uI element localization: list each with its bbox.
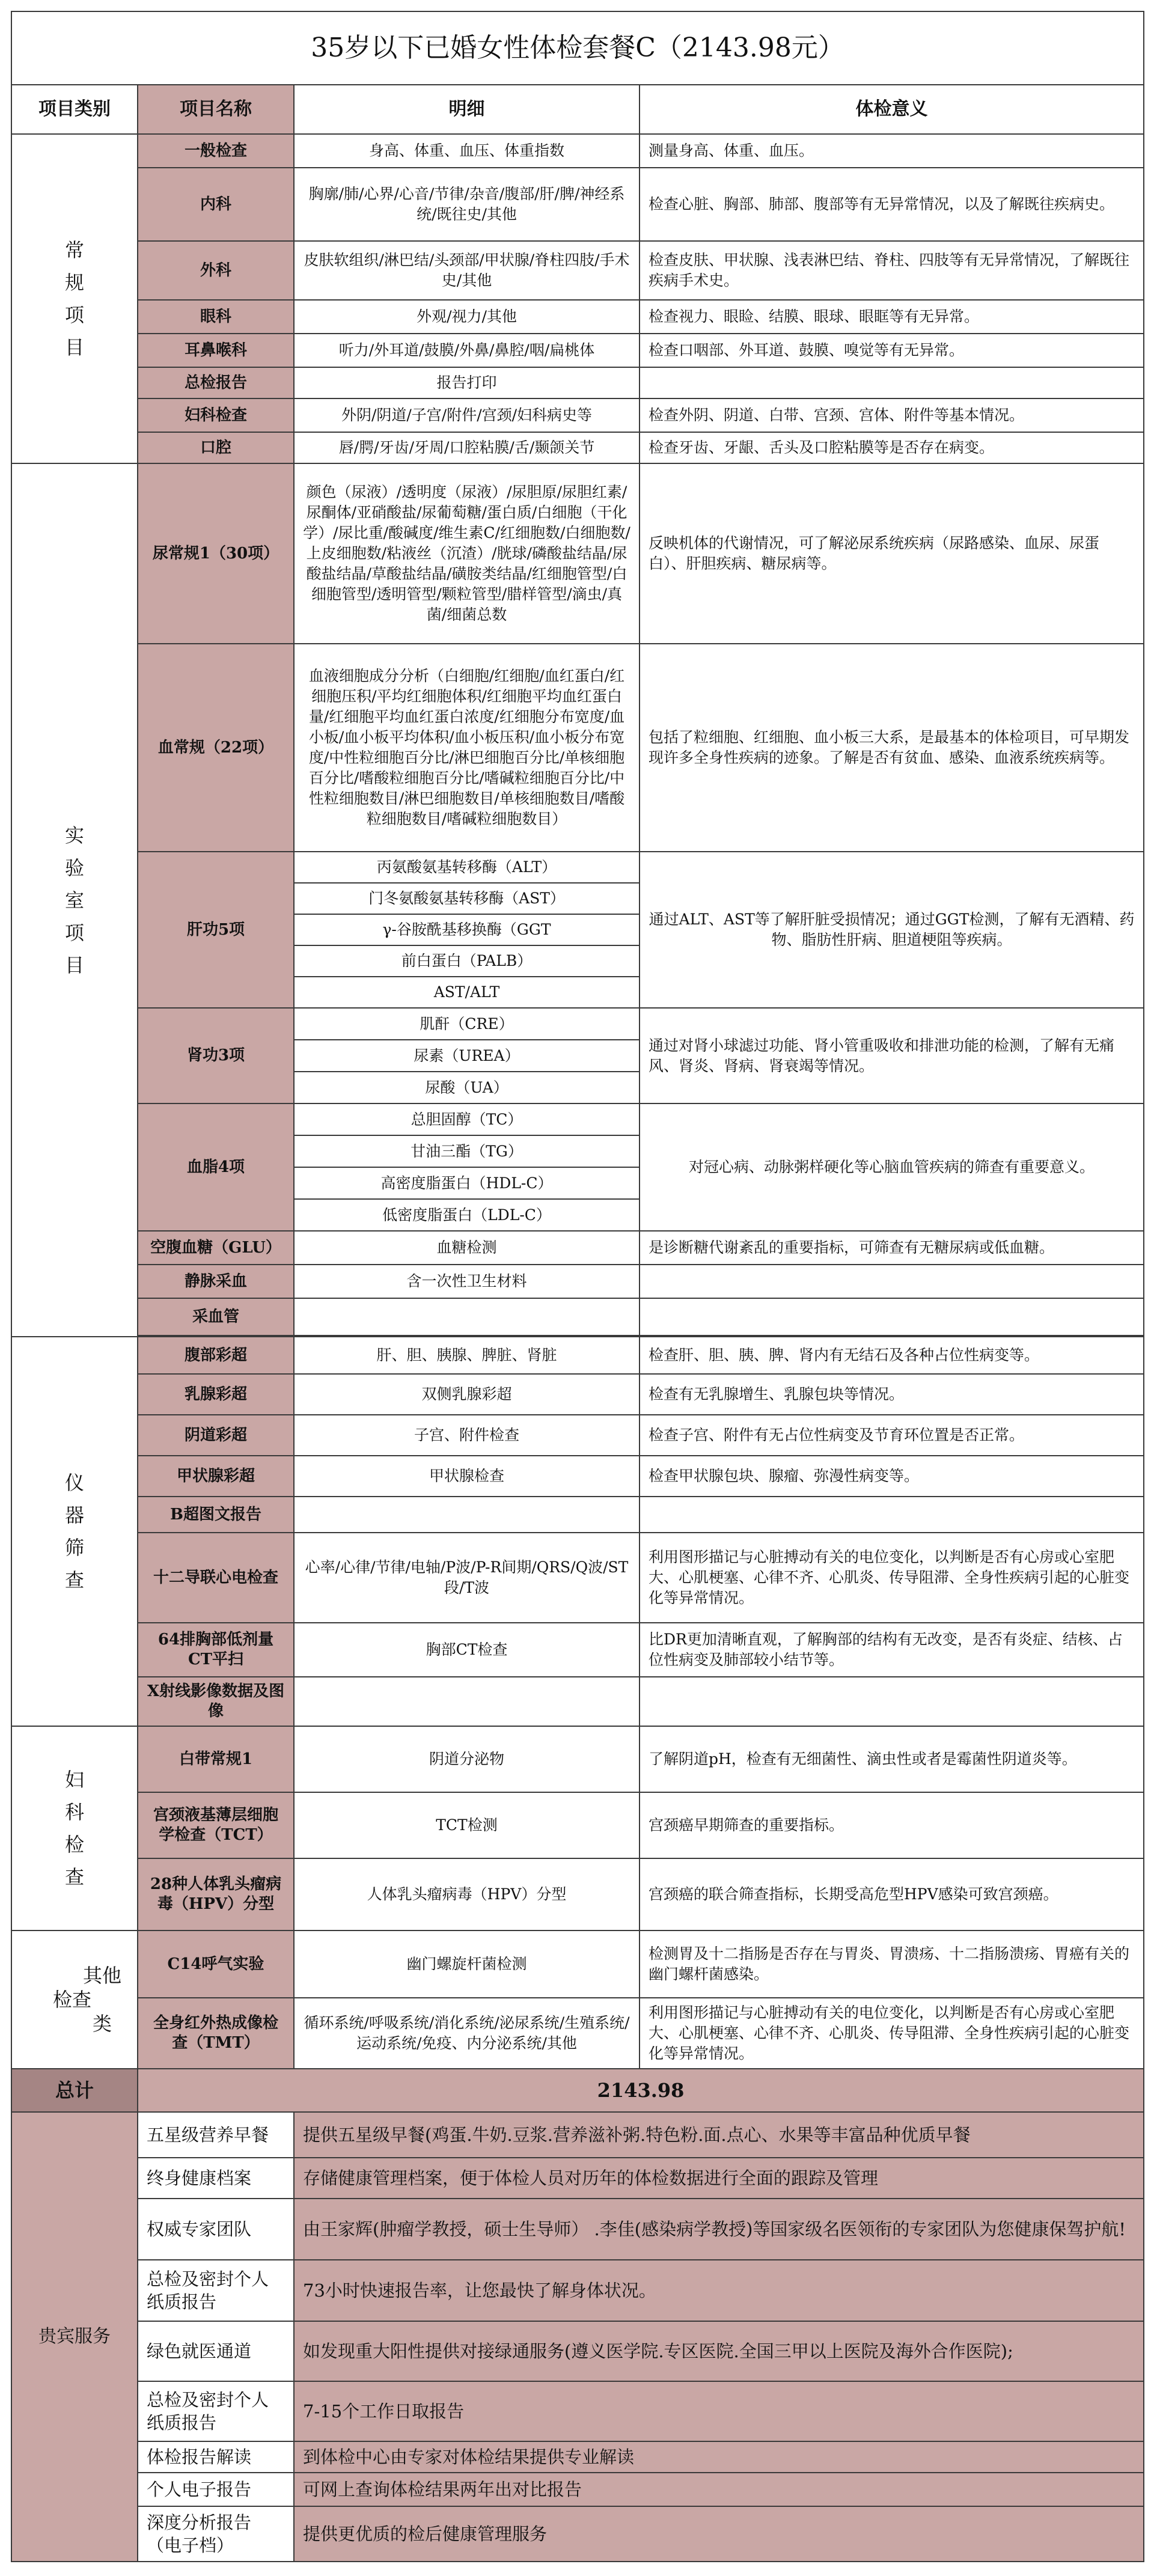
item-detail: 甘油三酯（TG） — [294, 1135, 640, 1167]
item-detail: 含一次性卫生材料 — [294, 1265, 640, 1298]
item-name: C14呼气实验 — [138, 1930, 294, 1998]
item-detail: 外观/视力/其他 — [294, 300, 640, 334]
item-detail: 血液细胞成分分析（白细胞/红细胞/血红蛋白/红细胞压积/平均红细胞体积/红细胞平均血红蛋白量/红细胞平均血红蛋白浓度/红细胞分布宽度/血小板/血小板平均体积/血小板压积/血小板分布宽度/中性粒细胞百分比/淋巴细胞百分比/单核细胞百分比/嗜酸粒细胞百分比/嗜碱粒细胞百分比/中性粒细胞数目/淋巴细胞数目/单核细胞数目/嗜酸粒细胞数目/嗜碱粒细胞数目） — [294, 644, 640, 852]
item-name: 空腹血糖（GLU） — [138, 1231, 294, 1265]
item-detail: 前白蛋白（PALB） — [294, 945, 640, 977]
category-lab-label: 实 验 室 项 目 — [64, 823, 84, 977]
header-category: 项目类别 — [11, 85, 138, 134]
header-detail: 明细 — [294, 85, 640, 134]
item-meaning: 利用图形描记与心脏搏动有关的电位变化，以判断是否有心房或心室肥大、心肌梗塞、心律不齐、心肌炎、传导阻滞、全身性疾病引起的心脏变化等异常情况。 — [640, 1533, 1144, 1623]
item-detail: 颜色（尿液）/透明度（尿液）/尿胆原/尿胆红素/尿酮体/亚硝酸盐/尿葡萄糖/蛋白质/白细胞（干化学）/尿比重/酸碱度/维生素C/红细胞数/白细胞数/上皮细胞数/粘液丝（沉渣）/胱球/磷酸盐结晶/尿酸盐结晶/草酸盐结晶/磺胺类结晶/红细胞管型/白细胞管型/透明管型/颗粒管型/腊样管型/滴虫/真菌/细菌总数 — [294, 463, 640, 644]
vip-item-desc: 73小时快速报告率，让您最快了解身体状况。 — [294, 2260, 1144, 2321]
item-meaning: 利用图形描记与心脏搏动有关的电位变化，以判断是否有心房或心室肥大、心肌梗塞、心律不齐、心肌炎、传导阻滞、全身性疾病引起的心脏变化等异常情况。 — [640, 1998, 1144, 2069]
item-meaning: 检查甲状腺包块、腺瘤、弥漫性病变等。 — [640, 1456, 1144, 1497]
item-detail: 幽门螺旋杆菌检测 — [294, 1930, 640, 1998]
category-routine-label: 常 规 项 目 — [64, 239, 84, 359]
item-name: 肾功3项 — [138, 1008, 294, 1103]
item-meaning — [640, 1265, 1144, 1298]
page-title: 35岁以下已婚女性体检套餐C（2143.98元） — [11, 11, 1144, 85]
item-name: 一般检查 — [138, 134, 294, 168]
item-meaning: 测量身高、体重、血压。 — [640, 134, 1144, 168]
vip-item-desc: 到体检中心由专家对体检结果提供专业解读 — [294, 2441, 1144, 2473]
category-other-bottom: 类 — [93, 2012, 112, 2035]
item-detail: 身高、体重、血压、体重指数 — [294, 134, 640, 168]
item-name: X射线影像数据及图像 — [138, 1677, 294, 1726]
item-detail: 听力/外耳道/鼓膜/外鼻/鼻腔/咽/扁桃体 — [294, 334, 640, 367]
item-name: 血常规（22项） — [138, 644, 294, 852]
item-name: 血脂4项 — [138, 1103, 294, 1231]
item-meaning: 宫颈癌早期筛查的重要指标。 — [640, 1792, 1144, 1858]
item-meaning: 了解阴道pH，检查有无细菌性、滴虫性或者是霉菌性阴道炎等。 — [640, 1726, 1144, 1792]
item-meaning: 检查子宫、附件有无占位性病变及节育环位置是否正常。 — [640, 1415, 1144, 1456]
item-detail: 唇/腭/牙齿/牙周/口腔粘膜/舌/颞颌关节 — [294, 432, 640, 463]
vip-item-name: 总检及密封个人纸质报告 — [138, 2260, 294, 2321]
item-detail: 子宫、附件检查 — [294, 1415, 640, 1456]
category-other-left: 检查 — [53, 1988, 92, 2011]
item-detail: 甲状腺检查 — [294, 1456, 640, 1497]
vip-item-desc: 提供五星级早餐(鸡蛋.牛奶.豆浆.营养滋补粥.特色粉.面.点心、水果等丰富品种优质早餐 — [294, 2112, 1144, 2158]
item-meaning: 是诊断糖代谢紊乱的重要指标，可筛查有无糖尿病或低血糖。 — [640, 1231, 1144, 1265]
item-meaning: 检查肝、胆、胰、脾、肾内有无结石及各种占位性病变等。 — [640, 1337, 1144, 1374]
item-name: 总检报告 — [138, 367, 294, 398]
category-instrument — [11, 1337, 138, 1726]
header-name: 项目名称 — [138, 85, 294, 134]
item-detail: 尿素（UREA） — [294, 1040, 640, 1072]
item-name: 28种人体乳头瘤病毒（HPV）分型 — [138, 1858, 294, 1930]
header-meaning: 体检意义 — [640, 85, 1144, 134]
item-name: 采血管 — [138, 1298, 294, 1335]
item-detail: 尿酸（UA） — [294, 1072, 640, 1103]
item-name: 肝功5项 — [138, 852, 294, 1008]
item-detail: 丙氨酸氨基转移酶（ALT） — [294, 852, 640, 883]
item-detail — [294, 1298, 640, 1335]
item-detail: 门冬氨酸氨基转移酶（AST） — [294, 883, 640, 914]
item-meaning: 通过对肾小球滤过功能、肾小管重吸收和排泄功能的检测，了解有无痛风、肾炎、肾病、肾衰竭等情况。 — [640, 1008, 1144, 1103]
item-detail: 外阴/阴道/子宫/附件/宫颈/妇科病史等 — [294, 398, 640, 432]
item-name: 甲状腺彩超 — [138, 1456, 294, 1497]
item-detail: γ-谷胺酰基移换酶（GGT — [294, 914, 640, 945]
category-other-top: 其他 — [83, 1964, 122, 1987]
item-name: 乳腺彩超 — [138, 1374, 294, 1415]
item-name: 眼科 — [138, 300, 294, 334]
item-detail: 胸廓/肺/心界/心音/节律/杂音/腹部/肝/脾/神经系统/既往史/其他 — [294, 168, 640, 241]
item-meaning — [640, 367, 1144, 398]
item-name: B超图文报告 — [138, 1497, 294, 1533]
vip-item-desc: 提供更优质的检后健康管理服务 — [294, 2506, 1144, 2562]
item-meaning: 包括了粒细胞、红细胞、血小板三大系，是最基本的体检项目，可早期发现许多全身性疾病的迹象。了解是否有贫血、感染、血液系统疾病等。 — [640, 644, 1144, 852]
item-detail: TCT检测 — [294, 1792, 640, 1858]
item-detail: 循环系统/呼吸系统/消化系统/泌尿系统/生殖系统/运动系统/免疫、内分泌系统/其他 — [294, 1998, 640, 2069]
vip-item-name: 绿色就医通道 — [138, 2321, 294, 2381]
vip-category: 贵宾服务 — [11, 2112, 138, 2562]
vip-item-desc: 7-15个工作日取报告 — [294, 2381, 1144, 2441]
item-detail: 血糖检测 — [294, 1231, 640, 1265]
item-name: 十二导联心电检查 — [138, 1533, 294, 1623]
category-gyn-label: 妇 科 检 查 — [64, 1768, 84, 1888]
category-routine — [11, 134, 138, 463]
vip-item-desc: 存储健康管理档案，便于体检人员对历年的体检数据进行全面的跟踪及管理 — [294, 2158, 1144, 2199]
item-detail: 阴道分泌物 — [294, 1726, 640, 1792]
category-gyn — [11, 1726, 138, 1930]
item-name: 耳鼻喉科 — [138, 334, 294, 367]
vip-item-name: 总检及密封个人纸质报告 — [138, 2381, 294, 2441]
category-lab — [11, 463, 138, 1337]
item-detail: 皮肤软组织/淋巴结/头颈部/甲状腺/脊柱四肢/手术史/其他 — [294, 241, 640, 300]
item-name: 尿常规1（30项） — [138, 463, 294, 644]
vip-item-desc: 可网上查询体检结果两年出对比报告 — [294, 2473, 1144, 2506]
item-name: 内科 — [138, 168, 294, 241]
item-name: 外科 — [138, 241, 294, 300]
item-name: 白带常规1 — [138, 1726, 294, 1792]
item-meaning: 检查心脏、胸部、肺部、腹部等有无异常情况，以及了解既往疾病史。 — [640, 168, 1144, 241]
item-detail — [294, 1497, 640, 1533]
item-detail: 双侧乳腺彩超 — [294, 1374, 640, 1415]
item-name: 腹部彩超 — [138, 1337, 294, 1374]
item-name: 妇科检查 — [138, 398, 294, 432]
vip-item-name: 个人电子报告 — [138, 2473, 294, 2506]
item-meaning: 对冠心病、动脉粥样硬化等心脑血管疾病的筛查有重要意义。 — [640, 1103, 1144, 1231]
item-meaning: 检查外阴、阴道、白带、宫颈、宫体、附件等基本情况。 — [640, 398, 1144, 432]
item-meaning — [640, 1497, 1144, 1533]
item-detail: 低密度脂蛋白（LDL-C） — [294, 1199, 640, 1231]
package-sheet — [11, 11, 1143, 2562]
package-table — [11, 11, 1144, 2562]
item-name: 口腔 — [138, 432, 294, 463]
vip-item-desc: 由王家辉(肿瘤学教授，硕士生导师） .李佳(感染病学教授)等国家级名医领衔的专家团队为您健康保驾护航! — [294, 2199, 1144, 2260]
vip-item-name: 五星级营养早餐 — [138, 2112, 294, 2158]
item-name: 宫颈液基薄层细胞学检查（TCT） — [138, 1792, 294, 1858]
item-detail: 总胆固醇（TC） — [294, 1103, 640, 1135]
item-detail: 人体乳头瘤病毒（HPV）分型 — [294, 1858, 640, 1930]
item-detail: 报告打印 — [294, 367, 640, 398]
item-meaning — [640, 1298, 1144, 1335]
item-detail — [294, 1677, 640, 1726]
item-meaning: 检查牙齿、牙龈、舌头及口腔粘膜等是否存在病变。 — [640, 432, 1144, 463]
category-other — [11, 1930, 138, 2069]
vip-item-name: 深度分析报告（电子档） — [138, 2506, 294, 2562]
item-detail: 肌酐（CRE） — [294, 1008, 640, 1040]
item-meaning: 检查皮肤、甲状腺、浅表淋巴结、脊柱、四肢等有无异常情况，了解既往疾病手术史。 — [640, 241, 1144, 300]
item-name: 静脉采血 — [138, 1265, 294, 1298]
vip-item-desc: 如发现重大阳性提供对接绿通服务(遵义医学院.专区医院.全国三甲以上医院及海外合作医院); — [294, 2321, 1144, 2381]
item-meaning: 通过ALT、AST等了解肝脏受损情况；通过GGT检测，了解有无酒精、药物、脂肪性肝病、胆道梗阻等疾病。 — [640, 852, 1144, 1008]
item-detail: AST/ALT — [294, 977, 640, 1008]
total-label: 总计 — [11, 2069, 138, 2112]
item-name: 阴道彩超 — [138, 1415, 294, 1456]
item-detail: 胸部CT检查 — [294, 1623, 640, 1677]
item-detail: 肝、胆、胰腺、脾脏、肾脏 — [294, 1337, 640, 1374]
total-value: 2143.98 — [138, 2069, 1144, 2112]
item-meaning: 检查有无乳腺增生、乳腺包块等情况。 — [640, 1374, 1144, 1415]
item-meaning — [640, 1677, 1144, 1726]
item-detail: 高密度脂蛋白（HDL-C） — [294, 1167, 640, 1199]
vip-item-name: 终身健康档案 — [138, 2158, 294, 2199]
item-meaning: 比DR更加清晰直观，了解胸部的结构有无改变，是否有炎症、结核、占位性病变及肺部较小结节等。 — [640, 1623, 1144, 1677]
item-meaning: 宫颈癌的联合筛查指标，长期受高危型HPV感染可致宫颈癌。 — [640, 1858, 1144, 1930]
item-meaning: 反映机体的代谢情况，可了解泌尿系统疾病（尿路感染、血尿、尿蛋白）、肝胆疾病、糖尿病等。 — [640, 463, 1144, 644]
item-detail: 心率/心律/节律/电轴/P波/P-R间期/QRS/Q波/ST段/T波 — [294, 1533, 640, 1623]
category-instrument-label: 仪 器 筛 查 — [64, 1471, 84, 1592]
item-name: 64排胸部低剂量CT平扫 — [138, 1623, 294, 1677]
item-meaning: 检查视力、眼睑、结膜、眼球、眼眶等有无异常。 — [640, 300, 1144, 334]
vip-item-name: 体检报告解读 — [138, 2441, 294, 2473]
item-meaning: 检测胃及十二指肠是否存在与胃炎、胃溃疡、十二指肠溃疡、胃癌有关的幽门螺杆菌感染。 — [640, 1930, 1144, 1998]
vip-item-name: 权威专家团队 — [138, 2199, 294, 2260]
item-meaning: 检查口咽部、外耳道、鼓膜、嗅觉等有无异常。 — [640, 334, 1144, 367]
item-name: 全身红外热成像检查（TMT） — [138, 1998, 294, 2069]
